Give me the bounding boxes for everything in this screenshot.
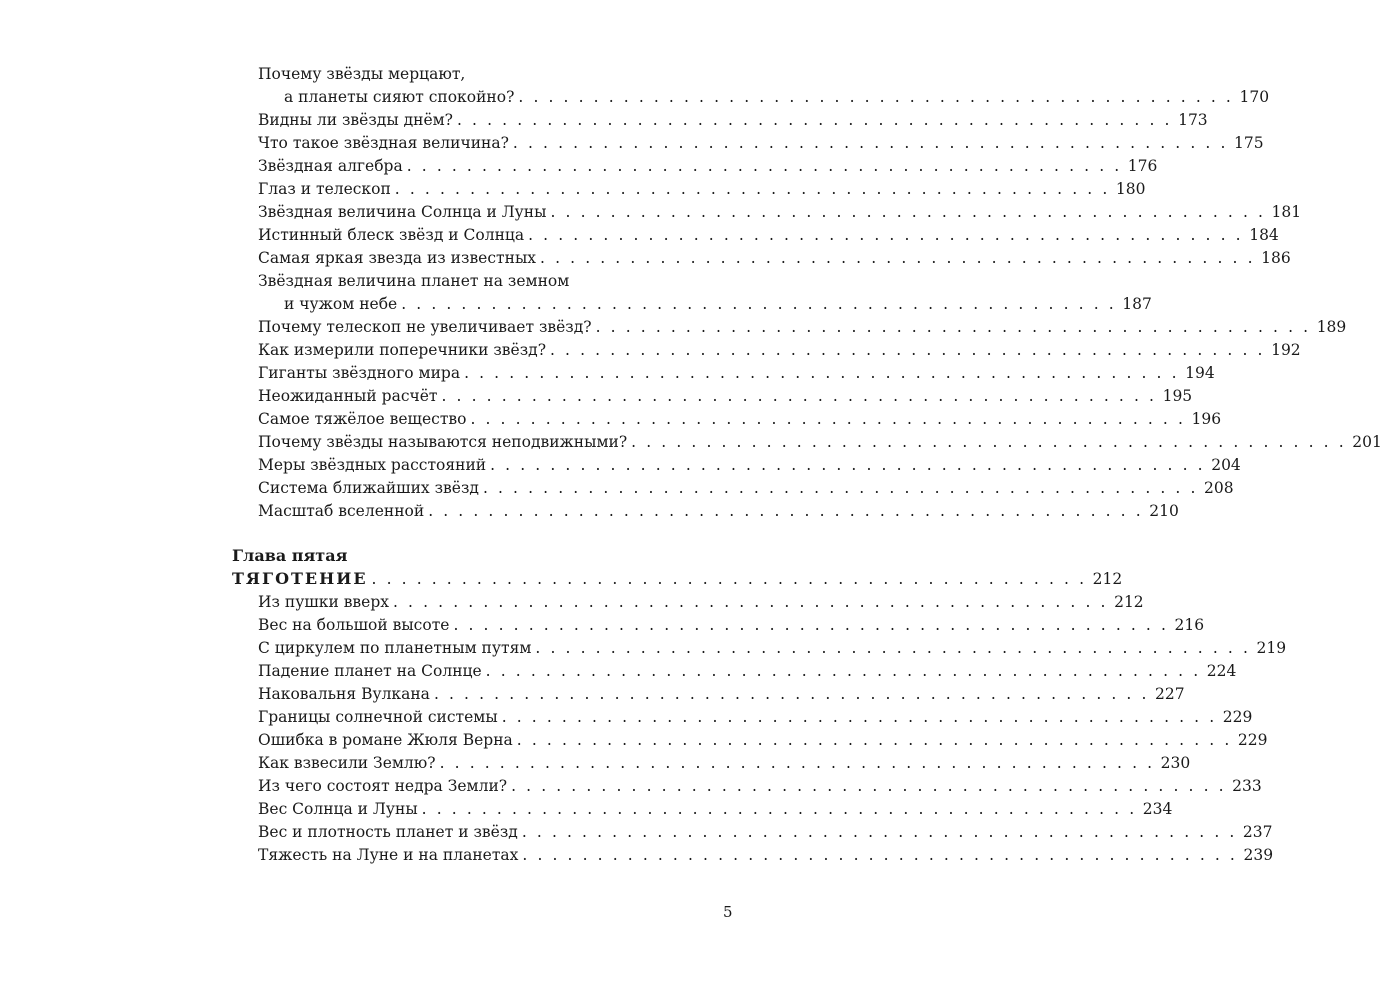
- dot-leader: . . . . . . . . . . . . . . . . . . . . . . . . . . . . . . . . . . . . . . . . . . . . . . . .: [501, 708, 1217, 726]
- toc-entry: [258, 133, 1264, 153]
- dot-leader: . . . . . . . . . . . . . . . . . . . . . . . . . . . . . . . . . . . . . . . . . . . . . . . .: [428, 502, 1144, 520]
- toc-entry-title: Видны ли звёзды днём?: [258, 111, 453, 129]
- toc-entry-page: 192: [1271, 341, 1301, 359]
- toc-entry: [284, 87, 1270, 107]
- toc-entry-title: Звёздная алгебра: [258, 157, 403, 175]
- toc-entry: [258, 179, 1146, 199]
- toc-entry-title: Меры звёздных расстояний: [258, 456, 487, 474]
- toc-entry: [258, 776, 1262, 796]
- toc-entry-page: 233: [1232, 777, 1262, 795]
- toc-entry-title: Звёздная величина планет на земном: [258, 272, 570, 290]
- toc-entry: [258, 455, 1241, 475]
- dot-leader: . . . . . . . . . . . . . . . . . . . . . . . . . . . . . . . . . . . . . . . . . . . . . . . .: [401, 295, 1117, 313]
- dot-leader: . . . . . . . . . . . . . . . . . . . . . . . . . . . . . . . . . . . . . . . . . . . . . . . .: [371, 570, 1087, 588]
- toc-entry-page: 181: [1271, 203, 1302, 221]
- toc-entry-title: Самая яркая звезда из известных: [258, 249, 537, 267]
- toc-entry: [258, 248, 1291, 268]
- toc-entry-page: 184: [1249, 226, 1279, 244]
- chapter-page: 212: [1092, 570, 1123, 588]
- chapter-label: Глава пятая: [232, 546, 348, 565]
- toc-entry: [258, 845, 1274, 865]
- toc-entry: [258, 409, 1222, 429]
- toc-entry: [258, 317, 1347, 337]
- toc-entry-title: Звёздная величина Солнца и Луны: [258, 203, 547, 221]
- dot-leader: . . . . . . . . . . . . . . . . . . . . . . . . . . . . . . . . . . . . . . . . . . . . . . . .: [518, 88, 1234, 106]
- toc-entry: [258, 684, 1185, 704]
- dot-leader: . . . . . . . . . . . . . . . . . . . . . . . . . . . . . . . . . . . . . . . . . . . . . . . .: [433, 685, 1150, 703]
- dot-leader: . . . . . . . . . . . . . . . . . . . . . . . . . . . . . . . . . . . . . . . . . . . . . . . .: [521, 823, 1237, 841]
- dot-leader: . . . . . . . . . . . . . . . . . . . . . . . . . . . . . . . . . . . . . . . . . . . . . . . .: [550, 341, 1266, 359]
- toc-entry-page: 237: [1242, 823, 1273, 841]
- toc-entry-title: Вес и плотность планет и звёзд: [258, 823, 518, 841]
- dot-leader: . . . . . . . . . . . . . . . . . . . . . . . . . . . . . . . . . . . . . . . . . . . . . . . .: [511, 777, 1227, 795]
- dot-leader: . . . . . . . . . . . . . . . . . . . . . . . . . . . . . . . . . . . . . . . . . . . . . . . .: [457, 111, 1173, 129]
- toc-entry-page: 194: [1185, 364, 1215, 382]
- dot-leader: . . . . . . . . . . . . . . . . . . . . . . . . . . . . . . . . . . . . . . . . . . . . . . . .: [453, 616, 1169, 634]
- toc-entry-page: 175: [1234, 134, 1264, 152]
- dot-leader: . . . . . . . . . . . . . . . . . . . . . . . . . . . . . . . . . . . . . . . . . . . . . . . .: [439, 754, 1155, 772]
- toc-entry: [258, 225, 1279, 245]
- toc-entry-first-line: [258, 271, 734, 291]
- toc-entry: [258, 592, 1144, 612]
- toc-entry-page: 227: [1155, 685, 1185, 703]
- toc-entry-page: 224: [1206, 662, 1237, 680]
- toc-entry: [258, 753, 1191, 773]
- dot-leader: . . . . . . . . . . . . . . . . . . . . . . . . . . . . . . . . . . . . . . . . . . . . . . . .: [421, 800, 1137, 818]
- toc-entry-title: Что такое звёздная величина?: [258, 134, 509, 152]
- toc-entry-page: 208: [1204, 479, 1234, 497]
- toc-entry-page: 234: [1142, 800, 1173, 818]
- dot-leader: . . . . . . . . . . . . . . . . . . . . . . . . . . . . . . . . . . . . . . . . . . . . . . . .: [528, 226, 1244, 244]
- toc-entry-title: Границы солнечной системы: [258, 708, 498, 726]
- toc-entry: [258, 156, 1158, 176]
- toc-entry: [258, 202, 1302, 222]
- dot-leader: . . . . . . . . . . . . . . . . . . . . . . . . . . . . . . . . . . . . . . . . . . . . . . . .: [516, 731, 1232, 749]
- dot-leader: . . . . . . . . . . . . . . . . . . . . . . . . . . . . . . . . . . . . . . . . . . . . . . . .: [490, 456, 1206, 474]
- toc-entry-page: 196: [1191, 410, 1222, 428]
- toc-entry: [258, 615, 1205, 635]
- chapter-title-entry: [232, 569, 1123, 589]
- toc-entry: [284, 294, 1152, 314]
- toc-entry-title: Система ближайших звёзд: [258, 479, 479, 497]
- toc-entry-first-line: [258, 64, 734, 84]
- toc-entry-page: 229: [1237, 731, 1268, 749]
- dot-leader: . . . . . . . . . . . . . . . . . . . . . . . . . . . . . . . . . . . . . . . . . . . . . . . .: [464, 364, 1180, 382]
- dot-leader: . . . . . . . . . . . . . . . . . . . . . . . . . . . . . . . . . . . . . . . . . . . . . . . .: [485, 662, 1201, 680]
- toc-entry-page: 170: [1239, 88, 1270, 106]
- dot-leader: . . . . . . . . . . . . . . . . . . . . . . . . . . . . . . . . . . . . . . . . . . . . . . . .: [540, 249, 1256, 267]
- toc-entry: [258, 799, 1173, 819]
- dot-leader: . . . . . . . . . . . . . . . . . . . . . . . . . . . . . . . . . . . . . . . . . . . . . . . .: [535, 639, 1251, 657]
- chapter-title: ТЯГОТЕНИЕ: [232, 569, 368, 588]
- toc-entry-page: 173: [1178, 111, 1208, 129]
- toc-entry: [258, 432, 1382, 452]
- toc-entry-title: Гиганты звёздного мира: [258, 364, 461, 382]
- toc-entry-page: 186: [1261, 249, 1291, 267]
- toc-entry-page: 176: [1127, 157, 1158, 175]
- dot-leader: . . . . . . . . . . . . . . . . . . . . . . . . . . . . . . . . . . . . . . . . . . . . . . . .: [595, 318, 1311, 336]
- dot-leader: . . . . . . . . . . . . . . . . . . . . . . . . . . . . . . . . . . . . . . . . . . . . . . . .: [470, 410, 1186, 428]
- toc-entry-title: Как взвесили Землю?: [258, 754, 436, 772]
- toc-entry-title: Масштаб вселенной: [258, 502, 425, 520]
- dot-leader: . . . . . . . . . . . . . . . . . . . . . . . . . . . . . . . . . . . . . . . . . . . . . . . .: [441, 387, 1157, 405]
- toc-entry-page: 210: [1149, 502, 1179, 520]
- toc-entry-page: 230: [1160, 754, 1191, 772]
- toc-entry-page: 195: [1162, 387, 1193, 405]
- dot-leader: . . . . . . . . . . . . . . . . . . . . . . . . . . . . . . . . . . . . . . . . . . . . . . . .: [550, 203, 1266, 221]
- toc-entry-page: 239: [1243, 846, 1274, 864]
- toc-entry: [258, 822, 1273, 842]
- page-number: 5: [723, 903, 733, 921]
- toc-entry: [258, 363, 1215, 383]
- toc-entry-title: Почему звёзды мерцают,: [258, 65, 466, 83]
- toc-entry-title: Наковальня Вулкана: [258, 685, 430, 703]
- dot-leader: . . . . . . . . . . . . . . . . . . . . . . . . . . . . . . . . . . . . . . . . . . . . . . . .: [522, 846, 1238, 864]
- toc-entry-title: Падение планет на Солнце: [258, 662, 482, 680]
- toc-entry-page: 219: [1256, 639, 1287, 657]
- toc-entry-title: Истинный блеск звёзд и Солнца: [258, 226, 525, 244]
- toc-entry: [258, 707, 1253, 727]
- toc-entry-page: 180: [1115, 180, 1146, 198]
- toc-entry: [258, 730, 1268, 750]
- toc-entry: [258, 638, 1287, 658]
- dot-leader: . . . . . . . . . . . . . . . . . . . . . . . . . . . . . . . . . . . . . . . . . . . . . . . .: [631, 433, 1347, 451]
- toc-entry-title: Из чего состоят недра Земли?: [258, 777, 508, 795]
- toc-entry: [258, 478, 1234, 498]
- dot-leader: . . . . . . . . . . . . . . . . . . . . . . . . . . . . . . . . . . . . . . . . . . . . . . . .: [406, 157, 1122, 175]
- dot-leader: . . . . . . . . . . . . . . . . . . . . . . . . . . . . . . . . . . . . . . . . . . . . . . . .: [393, 593, 1109, 611]
- toc-entry-title: Вес Солнца и Луны: [258, 800, 418, 818]
- toc-entry-title: Тяжесть на Луне и на планетах: [258, 846, 519, 864]
- toc-entry: [258, 501, 1179, 521]
- toc-entry-title: С циркулем по планетным путям: [258, 639, 532, 657]
- toc-entry-title: и чужом небе: [284, 295, 398, 313]
- toc-entry: [258, 661, 1237, 681]
- toc-entry-title: Неожиданный расчёт: [258, 387, 438, 405]
- toc-entry-title: Почему телескоп не увеличивает звёзд?: [258, 318, 592, 336]
- toc-entry-page: 229: [1222, 708, 1253, 726]
- toc-entry: [258, 110, 1208, 130]
- dot-leader: . . . . . . . . . . . . . . . . . . . . . . . . . . . . . . . . . . . . . . . . . . . . . . . .: [482, 479, 1199, 497]
- toc-entry-page: 212: [1114, 593, 1144, 611]
- toc-entry: [258, 340, 1301, 360]
- toc-entry-page: 187: [1122, 295, 1152, 313]
- toc-entry-title: а планеты сияют спокойно?: [284, 88, 515, 106]
- toc-entry-title: Почему звёзды называются неподвижными?: [258, 433, 628, 451]
- toc-entry-title: Как измерили поперечники звёзд?: [258, 341, 546, 359]
- dot-leader: . . . . . . . . . . . . . . . . . . . . . . . . . . . . . . . . . . . . . . . . . . . . . . . .: [394, 180, 1110, 198]
- toc-entry-page: 189: [1316, 318, 1347, 336]
- toc-entry-title: Самое тяжёлое вещество: [258, 410, 467, 428]
- toc-entry-title: Ошибка в романе Жюля Верна: [258, 731, 513, 749]
- toc-entry-page: 201: [1352, 433, 1382, 451]
- dot-leader: . . . . . . . . . . . . . . . . . . . . . . . . . . . . . . . . . . . . . . . . . . . . . . . .: [512, 134, 1228, 152]
- toc-entry-page: 204: [1211, 456, 1241, 474]
- toc-entry-title: Глаз и телескоп: [258, 180, 391, 198]
- toc-entry-title: Из пушки вверх: [258, 593, 389, 611]
- toc-entry-title: Вес на большой высоте: [258, 616, 450, 634]
- toc-entry-page: 216: [1174, 616, 1205, 634]
- toc-entry: [258, 386, 1193, 406]
